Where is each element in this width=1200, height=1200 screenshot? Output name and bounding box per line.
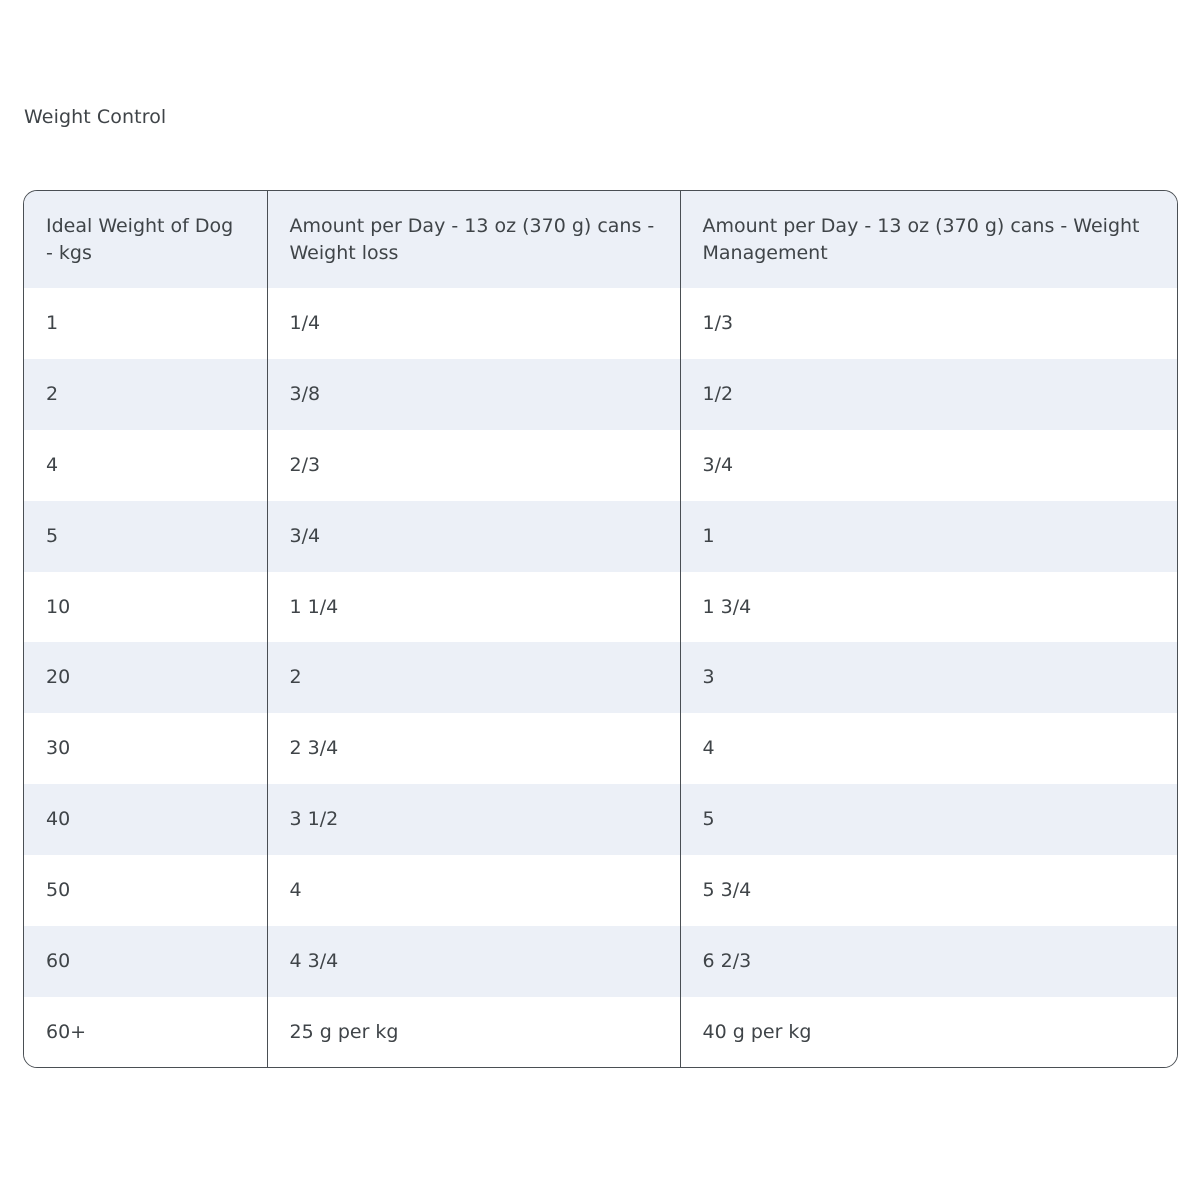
- cell-weight: 60: [24, 926, 267, 997]
- cell-weight: 2: [24, 359, 267, 430]
- cell-weight-loss: 2 3/4: [267, 713, 680, 784]
- cell-weight-loss: 4 3/4: [267, 926, 680, 997]
- table-row: [24, 713, 1177, 784]
- cell-weight-loss: 2: [267, 642, 680, 713]
- cell-weight: 40: [24, 784, 267, 855]
- cell-weight-loss: 2/3: [267, 430, 680, 501]
- cell-weight-loss: 3/4: [267, 501, 680, 572]
- header-weight-management: Amount per Day - 13 oz (370 g) cans - Weight Management: [680, 191, 1177, 288]
- feeding-table: [24, 191, 1177, 1068]
- table-row: [24, 784, 1177, 855]
- cell-weight-management: 6 2/3: [680, 926, 1177, 997]
- cell-weight-loss: 3 1/2: [267, 784, 680, 855]
- cell-weight: 10: [24, 572, 267, 643]
- cell-weight: 20: [24, 642, 267, 713]
- header-ideal-weight: Ideal Weight of Dog - kgs: [24, 191, 267, 288]
- table-row: [24, 926, 1177, 997]
- cell-weight-management: 5: [680, 784, 1177, 855]
- cell-weight-management: 4: [680, 713, 1177, 784]
- table-row: [24, 572, 1177, 643]
- cell-weight-loss: 3/8: [267, 359, 680, 430]
- cell-weight: 30: [24, 713, 267, 784]
- cell-weight-loss: 1/4: [267, 288, 680, 359]
- table-row: [24, 501, 1177, 572]
- cell-weight-management: 1/2: [680, 359, 1177, 430]
- cell-weight: 1: [24, 288, 267, 359]
- cell-weight-management: 1/3: [680, 288, 1177, 359]
- cell-weight-management: 40 g per kg: [680, 997, 1177, 1068]
- table-row: [24, 288, 1177, 359]
- cell-weight: 50: [24, 855, 267, 926]
- cell-weight: 4: [24, 430, 267, 501]
- cell-weight-loss: 1 1/4: [267, 572, 680, 643]
- table-row: [24, 359, 1177, 430]
- cell-weight-loss: 4: [267, 855, 680, 926]
- feeding-table-container: [23, 190, 1178, 1068]
- cell-weight-loss: 25 g per kg: [267, 997, 680, 1068]
- section-title: Weight Control: [24, 106, 167, 128]
- table-header-row: [24, 191, 1177, 288]
- table-row: [24, 430, 1177, 501]
- cell-weight-management: 3: [680, 642, 1177, 713]
- table-row: [24, 855, 1177, 926]
- header-weight-loss: Amount per Day - 13 oz (370 g) cans - Weight loss: [267, 191, 680, 288]
- cell-weight: 5: [24, 501, 267, 572]
- cell-weight-management: 3/4: [680, 430, 1177, 501]
- table-row: [24, 642, 1177, 713]
- cell-weight: 60+: [24, 997, 267, 1068]
- cell-weight-management: 1 3/4: [680, 572, 1177, 643]
- cell-weight-management: 5 3/4: [680, 855, 1177, 926]
- table-row: [24, 997, 1177, 1068]
- cell-weight-management: 1: [680, 501, 1177, 572]
